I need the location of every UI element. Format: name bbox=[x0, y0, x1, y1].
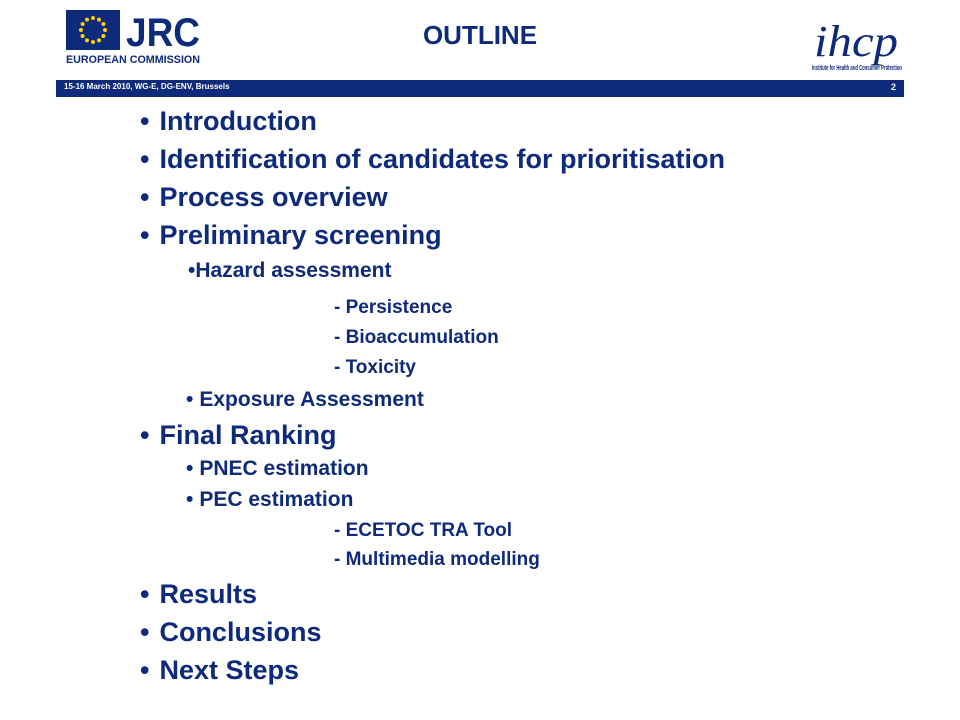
outline-subitem-pec bbox=[186, 488, 353, 512]
ihcp-logo bbox=[812, 8, 902, 78]
outline-subitem-toxicity: - Toxicity bbox=[334, 357, 416, 378]
page-number: 2 bbox=[890, 82, 896, 92]
outline-subitem-ecetoc: - ECETOC TRA Tool bbox=[334, 520, 513, 541]
jrc-logo-subtitle: EUROPEAN COMMISSION bbox=[66, 54, 201, 66]
outline-item-results bbox=[140, 579, 257, 610]
bullet: • bbox=[186, 457, 194, 480]
outline-subitem-pnec bbox=[186, 457, 369, 481]
jrc-logo-text: JRC bbox=[126, 11, 200, 55]
outline-item-label: Final Ranking bbox=[159, 420, 337, 450]
outline-item-label: Next Steps bbox=[159, 655, 300, 685]
outline-subitem-bioaccumulation: - Bioaccumulation bbox=[334, 327, 499, 348]
outline-item-identification bbox=[140, 144, 725, 175]
bullet: • bbox=[140, 655, 150, 685]
outline-item-label: Process overview bbox=[159, 182, 388, 212]
outline-item-label: Conclusions bbox=[159, 617, 322, 647]
outline-item-label: Preliminary screening bbox=[159, 220, 442, 250]
outline-item-label: Introduction bbox=[159, 106, 317, 136]
outline-item-label: PNEC estimation bbox=[199, 457, 369, 480]
outline-subitem-hazard: •Hazard assessment bbox=[188, 259, 392, 282]
header-bar bbox=[56, 80, 904, 97]
outline-subitem-multimedia: - Multimedia modelling bbox=[334, 549, 540, 570]
bullet: • bbox=[140, 144, 150, 174]
outline-item-introduction bbox=[140, 106, 317, 137]
outline-subitem-persistence: - Persistence bbox=[334, 297, 453, 318]
outline-item-conclusions bbox=[140, 617, 321, 648]
bullet: • bbox=[140, 579, 150, 609]
outline-item-label: Results bbox=[159, 579, 257, 609]
outline-item-screening bbox=[140, 220, 442, 251]
ihcp-logo-subtitle: Institute for Health and Consumer Protection bbox=[812, 65, 902, 72]
bullet: • bbox=[140, 220, 150, 250]
bullet: • bbox=[140, 420, 150, 450]
bullet: • bbox=[186, 388, 194, 411]
outline-item-label: Identification of candidates for prioritisation bbox=[159, 144, 725, 174]
outline-subitem-exposure bbox=[186, 388, 424, 412]
page-title: OUTLINE bbox=[422, 20, 538, 50]
outline-item-label: PEC estimation bbox=[199, 488, 354, 511]
footer-date-location: 15-16 March 2010, WG-E, DG-ENV, Brussels bbox=[64, 82, 230, 91]
bullet: • bbox=[186, 488, 194, 511]
bullet: • bbox=[140, 182, 150, 212]
outline-item-process bbox=[140, 182, 388, 213]
outline-item-next-steps bbox=[140, 655, 299, 686]
bullet: • bbox=[140, 617, 150, 647]
ihcp-logo-text: ihcp bbox=[814, 17, 898, 66]
outline-item-label: Exposure Assessment bbox=[199, 388, 424, 411]
bullet: • bbox=[140, 106, 150, 136]
outline-item-final-ranking bbox=[140, 420, 336, 451]
